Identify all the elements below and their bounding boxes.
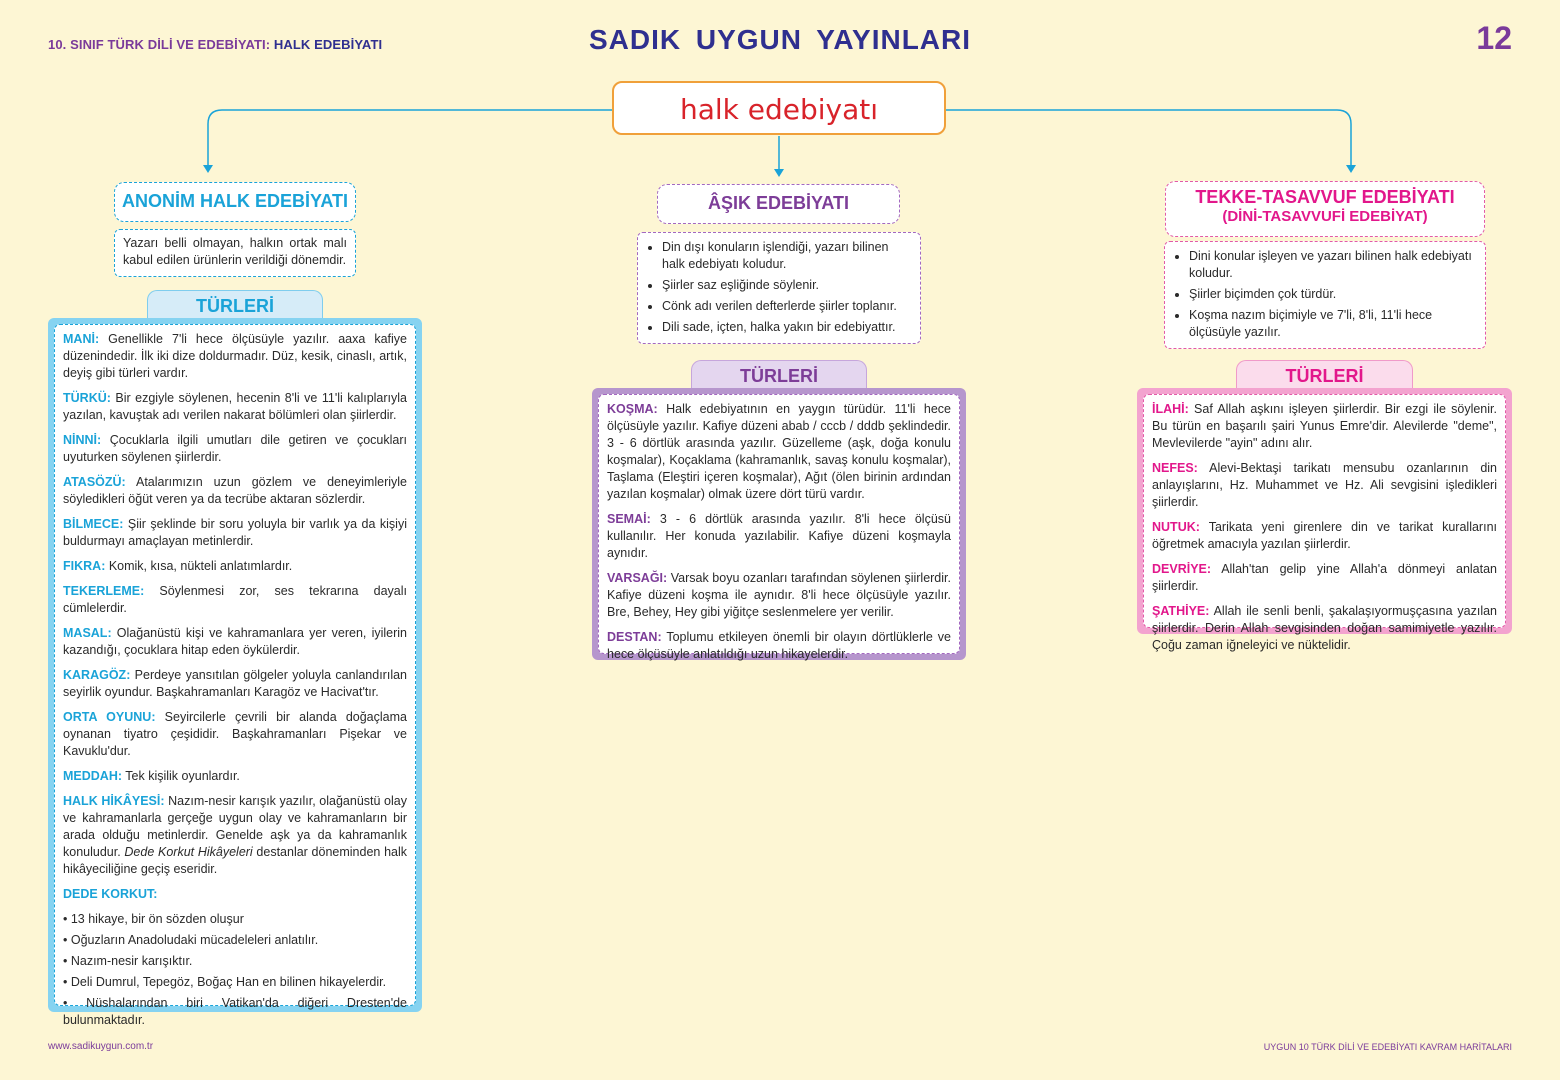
asik-feature-item: • Cönk adı verilen defterlerde şiirler toplanır. [662, 298, 912, 315]
anonim-types-list [54, 324, 416, 1027]
asik-title: ÂŞIK EDEBİYATI [657, 184, 900, 224]
footer-series: UYGUN 10 TÜRK DİLİ VE EDEBİYATI KAVRAM HARİTALARI [1263, 1042, 1512, 1052]
asik-feature-item: • Dili sade, içten, halka yakın bir edebiyattır. [662, 319, 912, 336]
tekke-types-list [1143, 394, 1506, 652]
dede-korkut-bullet: • 13 hikaye, bir ön sözden oluşur [63, 912, 244, 926]
anonim-type-karagoz: KARAGÖZ: Perdeye yansıtılan gölgeler yoluyla canlandırılan seyirlik oyundur. Başkahramanları Karagöz ve Hacivat'tır. [63, 668, 407, 699]
tekke-type-nefes: NEFES: Alevi-Bektaşi tarikatı mensubu ozanlarının din anlayışlarını, Hz. Muhammet ve Hz. Ali sevgisini işledikleri şiirlerdir. [1152, 461, 1497, 509]
dede-korkut-bullet: • Nüshalarından biri Vatikan'da diğeri Dresten'de bulunmaktadır. [63, 996, 407, 1027]
arrow-right-icon [1346, 165, 1356, 173]
tekke-type-sathiye: ŞATHİYE: Allah ile senli benli, şakalaşıyormuşçasına yazılan şiirlerdir. Derin Allah sevgisinden doğan samimiyetle yazılır. Çoğu zaman iğneleyici ve nüktelidir. [1152, 604, 1497, 652]
asik-types-tab: TÜRLERİ [691, 360, 867, 390]
tekke-types-tab: TÜRLERİ [1236, 360, 1413, 390]
footer-website: www.sadikuygun.com.tr [48, 1041, 154, 1052]
connector-left [208, 110, 612, 166]
root-node: halk edebiyatı [612, 81, 946, 135]
tekke-types-panel [1137, 388, 1512, 652]
anonim-type-tekerleme: TEKERLEME: Söylenmesi zor, ses tekrarına dayalı cümlelerdir. [63, 584, 407, 615]
anonim-type-ninni: NİNNİ: Çocuklarla ilgili umutları dile getiren ve çocukları uyuturken söylenen şiirlerdir. [63, 433, 407, 464]
asik-feature-item: • Din dışı konuların işlendiği, yazarı bilinen halk edebiyatı koludur. [662, 239, 912, 273]
anonim-description: Yazarı belli olmayan, halkın ortak malı kabul edilen ürünlerin verildiği dönemdir. [114, 229, 356, 277]
tekke-type-devriye: DEVRİYE: Allah'tan gelip yine Allah'a dönmeyi anlatan şiirlerdir. [1152, 562, 1497, 593]
tekke-title-box [1165, 181, 1485, 237]
anonim-type-bilmece: BİLMECE: Şiir şeklinde bir soru yoluyla bir varlık ya da kişiyi buldurmayı amaçlayan metinlerdir. [63, 517, 407, 548]
arrow-center-icon [774, 169, 784, 177]
dede-korkut-bullet: • Oğuzların Anadoludaki mücadeleleri anlatılır. [63, 933, 319, 947]
tekke-title: TEKKE-TASAVVUF EDEBİYATI [1195, 187, 1455, 207]
dede-korkut-heading: DEDE KORKUT: [63, 887, 158, 901]
asik-type-kosma: KOŞMA: Halk edebiyatının en yaygın türüdür. 11'li hece ölçüsüyle yazılır. Kafiye düzeni abab / cccb / dddb şeklindedir. 3 - 6 dörtlük arasında yazılır. Güzelleme (aşk, doğa konulu koşmalar), Koçaklama (kahramanlık, savaş konulu koşmalar), Taşlama (Eleştiri içeren koşmalar), Ağıt (ölen birinin ardından yazılan koşmalar) olmak üzere dört türü vardır. [607, 402, 951, 501]
asik-types-list [598, 394, 960, 661]
anonim-type-masal: MASAL: Olağanüstü kişi ve kahramanlara yer veren, iyilerin kazandığı, çocuklara hitap eden öykülerdir. [63, 626, 407, 657]
anonim-type-orta-oyunu: ORTA OYUNU: Seyircilerle çevrili bir alanda doğaçlama oynanan tiyatro çeşididir. Başkahramanları Pişekar ve Kavuklu'dur. [63, 710, 407, 758]
tekke-type-nutuk: NUTUK: Tarikata yeni girenlere din ve tarikat kurallarını öğretmek amacıyla yazılan şiirlerdir. [1152, 520, 1497, 551]
publisher-title: SADIK UYGUN YAYINLARI [588, 24, 972, 55]
asik-type-semai: SEMAİ: 3 - 6 dörtlük arasında yazılır. 8'li hece ölçüsü kullanılır. Her konuda yazılabilir. Kafiye düzeni koşmayla aynıdır. [607, 512, 951, 560]
tekke-features [1164, 241, 1486, 349]
tekke-feature-item: • Dini konular işleyen ve yazarı bilinen halk edebiyatı koludur. [1189, 248, 1477, 282]
arrow-left-icon [203, 165, 213, 173]
anonim-type-meddah: MEDDAH: Tek kişilik oyunlardır. [63, 769, 240, 783]
anonim-type-mani: MANİ: Genellikle 7'li hece ölçüsüyle yazılır. aaxa kafiye düzenindedir. İlk iki dize doldurmadır. Düz, kesik, cinaslı, artık, deyiş gibi türleri vardır. [63, 332, 407, 380]
anonim-types-tab: TÜRLERİ [147, 290, 323, 320]
anonim-title: ANONİM HALK EDEBİYATI [114, 182, 356, 222]
tekke-feature-item: • Koşma nazım biçimiyle ve 7'li, 8'li, 11'li hece ölçüsüyle yazılır. [1189, 307, 1477, 341]
asik-features [637, 232, 921, 344]
asik-type-destan: DESTAN: Toplumu etkileyen önemli bir olayın dörtlüklerle ve hece ölçüsüyle anlatıldığı uzun hikayelerdir. [607, 630, 951, 661]
anonim-type-fikra: FIKRA: Komik, kısa, nükteli anlatımlardır. [63, 559, 293, 573]
dede-korkut-bullet: • Nazım-nesir karışıktır. [63, 954, 193, 968]
connector-right [946, 110, 1351, 166]
dede-korkut-bullet: • Deli Dumrul, Tepegöz, Boğaç Han en bilinen hikayelerdir. [63, 975, 387, 989]
subject-topic: HALK EDEBİYATI [273, 37, 383, 52]
asik-feature-item: • Şiirler saz eşliğinde söylenir. [662, 277, 912, 294]
subject-prefix: 10. SINIF TÜRK DİLİ VE EDEBİYATI: [48, 37, 271, 52]
page-number: 12 [1476, 20, 1512, 56]
anonim-type-turku: TÜRKÜ: Bir ezgiyle söylenen, hecenin 8'li ve 11'li kalıplarıyla yazılan, kavuştak adı verilen nakarat bölümleri olan şiirlerdir. [63, 391, 407, 422]
tekke-type-ilahi: İLAHİ: Saf Allah aşkını işleyen şiirlerdir. Bir ezgi ile söylenir. Bu türün en başarılı şairi Yunus Emre'dir. Alevilerde "deme", Mevlevilerde "ayin" adını alır. [1152, 402, 1497, 450]
tekke-subtitle: (DİNİ-TASAVVUFİ EDEBİYAT) [1222, 208, 1428, 225]
anonim-type-halk-hikayesi: HALK HİKÂYESİ: Nazım-nesir karışık yazılır, olağanüstü olay ve kahramanlarla gerçeğe uygun olay ve kahramanların bir arada olduğu metinlerdir. Genelde aşk ya da kahramanlık konuludur. Dede Korkut Hikâyeleri destanlar döneminden halk hikâyeciliğine geçiş eseridir. [63, 794, 407, 876]
asik-types-panel [592, 388, 966, 660]
tekke-feature-item: • Şiirler biçimden çok türdür. [1189, 286, 1477, 303]
anonim-types-panel [48, 318, 422, 1027]
anonim-type-atasozu: ATASÖZÜ: Atalarımızın uzun gözlem ve deneyimleriyle söyledikleri öğüt veren ya da tecrübe aktaran sözlerdir. [63, 475, 407, 506]
asik-type-varsagi: VARSAĞI: Varsak boyu ozanları tarafından söylenen şiirlerdir. Kafiye düzeni koşma ile aynıdır. 8'li hece ölçüsüyle yazılır. Bre, Behey, Hey gibi yiğitçe seslenmelere yer verilir. [607, 571, 951, 619]
